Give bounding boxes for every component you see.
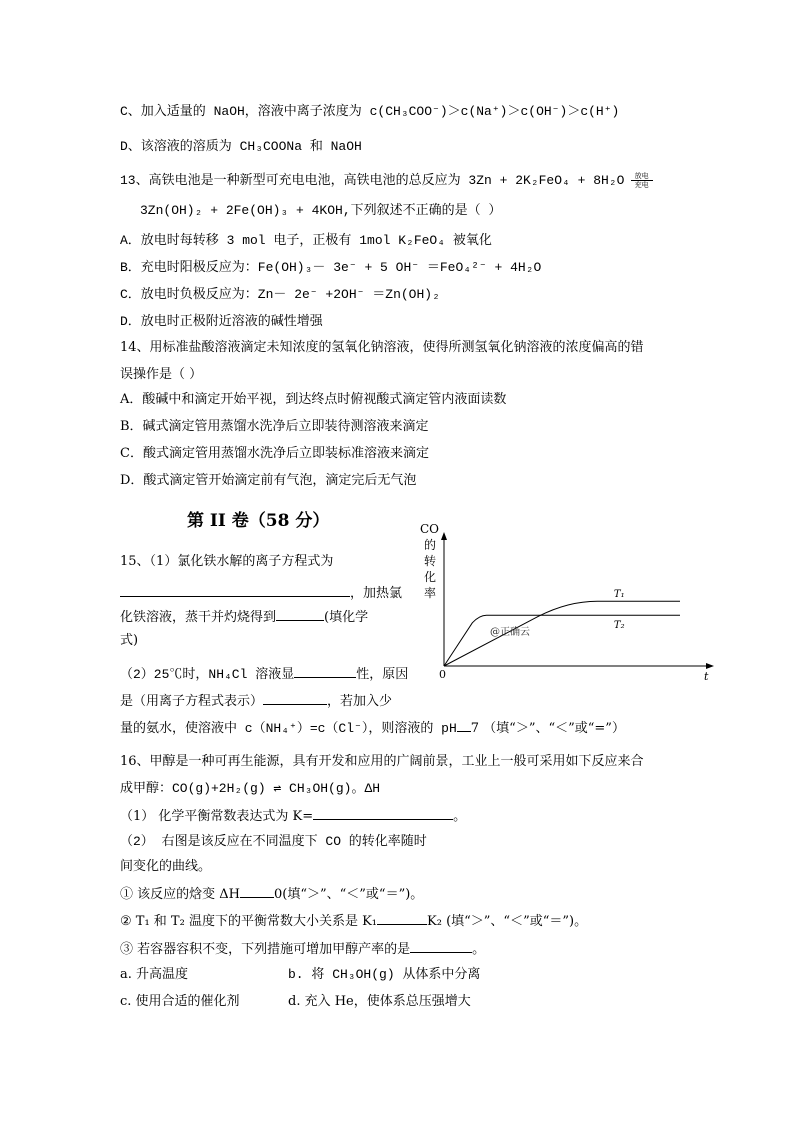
question-15-line: 15、（1）氯化铁水解的离子方程式为 bbox=[120, 554, 334, 569]
question-16-line2: 成甲醇：CO(g)+2H₂(g) ⇌ CH₃OH(g)。ΔH bbox=[120, 781, 381, 796]
question-15-line4: 式) bbox=[120, 633, 139, 648]
co-conversion-chart bbox=[418, 518, 718, 690]
answer-blank[interactable] bbox=[263, 691, 327, 705]
q13-option-b: B．充电时阳极反应为：Fe(OH)₃－ 3e⁻ + 5 OH⁻ ＝FeO₄²⁻ + 4H₂O bbox=[120, 260, 542, 275]
series-line-t2 bbox=[444, 615, 680, 666]
q16-part2: （2） 右图是该反应在不同温度下 CO 的转化率随时 bbox=[120, 834, 427, 849]
q13-equation-left: 13、高铁电池是一种新型可充电电池，高铁电池的总反应为 3Zn + 2K₂FeO₄ + 8H₂O bbox=[120, 173, 625, 188]
arrow-bottom-label: 充电 bbox=[634, 181, 649, 189]
origin-label: 0 bbox=[439, 668, 446, 681]
q15-text: ，加热氯 bbox=[350, 586, 403, 601]
y-axis-label bbox=[420, 522, 439, 600]
answer-blank[interactable] bbox=[377, 911, 427, 925]
question-15-part2-line3 bbox=[120, 718, 625, 738]
q15-text: （2）25℃时，NH₄Cl 溶液显 bbox=[120, 667, 295, 682]
question-16-line: 16、甲醇是一种可再生能源，具有开发和应用的广阔前景，工业上一般可采用如下反应来合 bbox=[120, 754, 644, 769]
q16-option-d: d. 充入 He，使体系总压强增大 bbox=[288, 994, 471, 1009]
q16-text: 0(填“＞”、“＜”或“＝”)。 bbox=[274, 887, 424, 902]
x-axis-arrow bbox=[706, 663, 714, 669]
answer-blank[interactable] bbox=[120, 583, 350, 597]
q16-text: 。 bbox=[453, 809, 467, 824]
question-15-line3 bbox=[120, 607, 368, 627]
q15-text: 性，原因 bbox=[356, 667, 409, 682]
y-axis-arrow bbox=[441, 532, 447, 540]
question-14-line: 14、用标准盐酸溶液滴定未知浓度的氢氧化钠溶液，使得所测氢氧化钠溶液的浓度偏高的错 bbox=[120, 340, 644, 355]
q16-text: ① 该反应的焓变 ΔH bbox=[120, 887, 240, 902]
answer-blank[interactable] bbox=[457, 718, 471, 732]
series-line-t1 bbox=[444, 601, 680, 666]
answer-blank[interactable] bbox=[313, 806, 453, 820]
question-15-part2-line2 bbox=[120, 691, 392, 711]
series-label-t2: T₂ bbox=[613, 620, 625, 632]
q14-option-c: C．酸式滴定管用蒸馏水洗净后立即装标准溶液来滴定 bbox=[120, 446, 429, 461]
option-c-line: C、加入适量的 NaOH，溶液中离子浓度为 c(CH₃COO⁻)＞c(Na⁺)＞c(OH⁻)＞c(H⁺) bbox=[120, 104, 620, 119]
q16-option-a: a. 升高温度 bbox=[120, 967, 189, 982]
question-15-part2-line bbox=[120, 664, 408, 684]
q16-part2-line2: 间变化的曲线。 bbox=[120, 859, 212, 874]
q15-text: (填化学 bbox=[324, 610, 369, 625]
q13-option-d: D．放电时正极附近溶液的碱性增强 bbox=[120, 314, 323, 329]
q16-option-b: b. 将 CH₃OH(g) 从体系中分离 bbox=[288, 967, 481, 982]
question-13-line2: 3Zn(OH)₂ + 2Fe(OH)₃ + 4KOH,下列叙述不正确的是（ ） bbox=[140, 203, 502, 218]
q16-text: ② T₁ 和 T₂ 温度下的平衡常数大小关系是 K₁ bbox=[120, 914, 378, 929]
q15-text: 化铁溶液，蒸干并灼烧得到 bbox=[120, 610, 277, 625]
answer-blank[interactable] bbox=[294, 664, 356, 678]
q16-part1 bbox=[120, 806, 466, 826]
y-axis-label-char: 的 bbox=[424, 538, 437, 552]
question-15-line2 bbox=[120, 583, 402, 603]
answer-blank[interactable] bbox=[276, 607, 324, 621]
answer-blank[interactable] bbox=[410, 939, 472, 953]
q16-sub3 bbox=[120, 939, 485, 959]
x-axis-label: t bbox=[704, 670, 709, 683]
question-13-line bbox=[120, 172, 653, 190]
answer-blank[interactable] bbox=[240, 884, 274, 898]
q14-option-a: A．酸碱中和滴定开始平视，到达终点时俯视酸式滴定管内液面读数 bbox=[120, 392, 507, 407]
q16-text: ③ 若容器容积不变，下列措施可增加甲醇产率的是 bbox=[120, 942, 411, 957]
q16-text: 。 bbox=[472, 942, 486, 957]
q16-text: K₂ (填“＞”、“＜”或“＝”)。 bbox=[427, 914, 588, 929]
q14-option-b: B．碱式滴定管用蒸馏水洗净后立即装待测溶液来滴定 bbox=[120, 419, 429, 434]
q16-text: （1） 化学平衡常数表达式为 K= bbox=[120, 809, 314, 824]
arrow-top-label: 放电 bbox=[634, 172, 649, 180]
q16-option-c: c. 使用合适的催化剂 bbox=[120, 994, 240, 1009]
y-axis-label-char: 率 bbox=[424, 586, 437, 600]
option-d-line: D、该溶液的溶质为 CH₃COONa 和 NaOH bbox=[120, 139, 362, 154]
reaction-arrow bbox=[631, 172, 653, 189]
q15-text: ，若加入少 bbox=[327, 694, 393, 709]
q15-text: 量的氨水，使溶液中 c（NH₄⁺）=c（Cl⁻），则溶液的 pH bbox=[120, 721, 457, 736]
q16-sub1 bbox=[120, 884, 423, 904]
q15-text: 是（用离子方程式表示） bbox=[120, 694, 264, 709]
question-14-line2: 误操作是（ ） bbox=[120, 367, 203, 382]
series-label-t1: T₁ bbox=[613, 589, 625, 601]
q13-option-c: C．放电时负极反应为：Zn－ 2e⁻ +2OH⁻ ＝Zn(OH)₂ bbox=[120, 287, 440, 302]
q16-sub2 bbox=[120, 911, 587, 931]
q15-text: 7 （填“＞”、“＜”或“=”） bbox=[470, 721, 625, 736]
q14-option-d: D．酸式滴定管开始滴定前有气泡，滴定完后无气泡 bbox=[120, 473, 417, 488]
watermark: @正确云 bbox=[490, 627, 530, 638]
y-axis-label-char: CO bbox=[420, 522, 440, 536]
q13-option-a: A．放电时每转移 3 mol 电子，正极有 1mol K₂FeO₄ 被氧化 bbox=[120, 233, 492, 248]
section-title: 第 II 卷（58 分） bbox=[187, 511, 330, 531]
y-axis-label-char: 化 bbox=[424, 570, 437, 584]
y-axis-label-char: 转 bbox=[424, 554, 437, 568]
